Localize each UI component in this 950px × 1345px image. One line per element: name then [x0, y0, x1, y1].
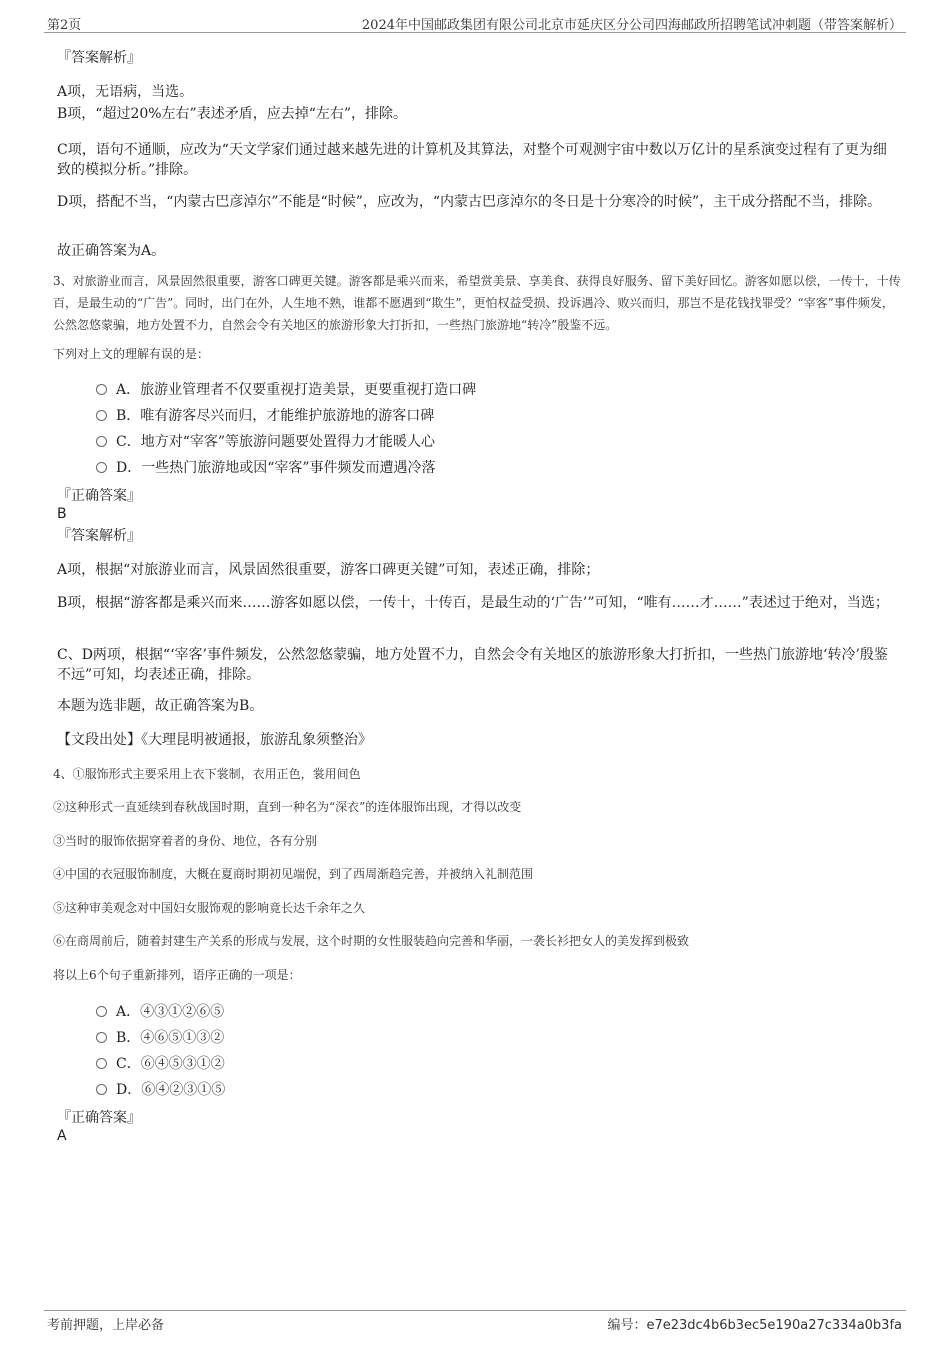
radio-icon[interactable] — [96, 1058, 107, 1069]
radio-icon[interactable] — [96, 384, 107, 395]
q3-option-c[interactable]: C．地方对“宰客”等旅游问题要处置得力才能暖人心 — [96, 432, 435, 452]
q3-option-a[interactable]: A．旅游业管理者不仅要重视打造美景，更要重视打造口碑 — [96, 380, 476, 400]
q3-question: 下列对上文的理解有误的是： — [53, 347, 210, 361]
q4-sentence-5: ⑤这种审美观念对中国妇女服饰观的影响竟长达千余年之久 — [53, 901, 366, 915]
page-footer — [44, 1310, 906, 1332]
document-id: 编号：e7e23dc4b6b3ec5e190a27c334a0b3fa — [607, 1318, 902, 1333]
radio-icon[interactable] — [96, 462, 107, 473]
q4-option-a[interactable]: A．④③①②⑥⑤ — [96, 1002, 224, 1022]
q3-analysis-a: A项，根据“对旅游业而言，风景固然很重要，游客口碑更关键”可知，表述正确，排除； — [57, 562, 600, 578]
q4-sentence-4: ④中国的衣冠服饰制度，大概在夏商时期初见端倪，到了西周渐趋完善，并被纳入礼制范围 — [53, 867, 534, 881]
q4-sentence-2: ②这种形式一直延续到春秋战国时期，直到一种名为“深衣”的连体服饰出现，才得以改变 — [53, 800, 522, 814]
q3-stem: 3、对旅游业而言，风景固然很重要，游客口碑更关键。游客都是乘兴而来，希望赏美景、享美食、获得良好服务、留下美好回忆。游客如愿以偿，一传十，十传百，是最生动的“广告”。同时，出门在外，人生地不熟，谁都不愿遇到“欺生”，更怕权益受损、投诉遇冷、败兴而归，那岂不是花钱找罪受？“宰客”事件频发，公然忽悠蒙骗，地方处置不力，自然会令有关地区的旅游形象大打折扣，一些热门旅游地“转冷”殷鉴不远。 — [53, 274, 901, 332]
q2-analysis-d: D项，搭配不当，“内蒙古巴彦淖尔”不能是“时候”，应改为，“内蒙古巴彦淖尔的冬日是十分寒冷的时候”，主干成分搭配不当，排除。 — [57, 194, 882, 210]
q3-conclusion: 本题为选非题，故正确答案为B。 — [57, 698, 264, 714]
q3-option-b[interactable]: B．唯有游客尽兴而归，才能维护旅游地的游客口碑 — [96, 406, 434, 426]
q3-source: 【文段出处】《大理昆明被通报，旅游乱象须整治》 — [57, 732, 372, 748]
q4-option-b[interactable]: B．④⑥⑤①③② — [96, 1028, 224, 1048]
footer-slogan: 考前押题，上岸必备 — [47, 1318, 165, 1333]
q4-sentence-1: 4、①服饰形式主要采用上衣下裳制，衣用正色，裳用间色 — [53, 767, 361, 781]
q3-analysis-label: 『答案解析』 — [57, 528, 141, 544]
q4-sentence-6: ⑥在商周前后，随着封建生产关系的形成与发展，这个时期的女性服装趋向完善和华丽，一袭长衫把女人的美发挥到极致 — [53, 934, 690, 948]
radio-icon[interactable] — [96, 410, 107, 421]
q4-answer-label: 『正确答案』 — [57, 1110, 141, 1126]
q4-answer: A — [57, 1128, 67, 1144]
radio-icon[interactable] — [96, 1084, 107, 1095]
q3-analysis-cd: C、D两项，根据“‘宰客’事件频发，公然忽悠蒙骗，地方处置不力，自然会令有关地区的旅游形象大打折扣，一些热门旅游地‘转冷’殷鉴不远”可知，均表述正确，排除。 — [57, 647, 888, 683]
q3-option-d[interactable]: D．一些热门旅游地或因“宰客”事件频发而遭遇冷落 — [96, 458, 436, 478]
q2-analysis-c: C项，语句不通顺，应改为“天文学家们通过越来越先进的计算机及其算法，对整个可观测宇宙中数以万亿计的星系演变过程有了更为细致的模拟分析。”排除。 — [57, 142, 887, 178]
q2-conclusion: 故正确答案为A。 — [57, 243, 166, 259]
q3-analysis-b: B项，根据“游客都是乘兴而来……游客如愿以偿，一传十，十传百，是最生动的‘广告’”可知，“唯有……才……”表述过于绝对，当选； — [57, 595, 889, 611]
q3-answer-label: 『正确答案』 — [57, 488, 141, 504]
page-number: 第2页 — [47, 18, 82, 33]
q2-analysis-label: 『答案解析』 — [57, 50, 141, 66]
q4-question: 将以上6个句子重新排列，语序正确的一项是： — [53, 968, 301, 982]
q2-analysis-a: A项，无语病，当选。 — [57, 84, 194, 100]
q4-option-d[interactable]: D．⑥④②③①⑤ — [96, 1080, 225, 1100]
radio-icon[interactable] — [96, 436, 107, 447]
document-title: 2024年中国邮政集团有限公司北京市延庆区分公司四海邮政所招聘笔试冲刺题（带答案解析） — [361, 18, 902, 33]
q4-option-c[interactable]: C．⑥④⑤③①② — [96, 1054, 225, 1074]
radio-icon[interactable] — [96, 1032, 107, 1043]
radio-icon[interactable] — [96, 1006, 107, 1017]
q3-answer: B — [57, 506, 67, 522]
page-header — [44, 14, 906, 33]
q2-analysis-b: B项，“超过20%左右”表述矛盾，应去掉“左右”，排除。 — [57, 106, 408, 122]
q4-sentence-3: ③当时的服饰依据穿着者的身份、地位，各有分别 — [53, 834, 318, 848]
